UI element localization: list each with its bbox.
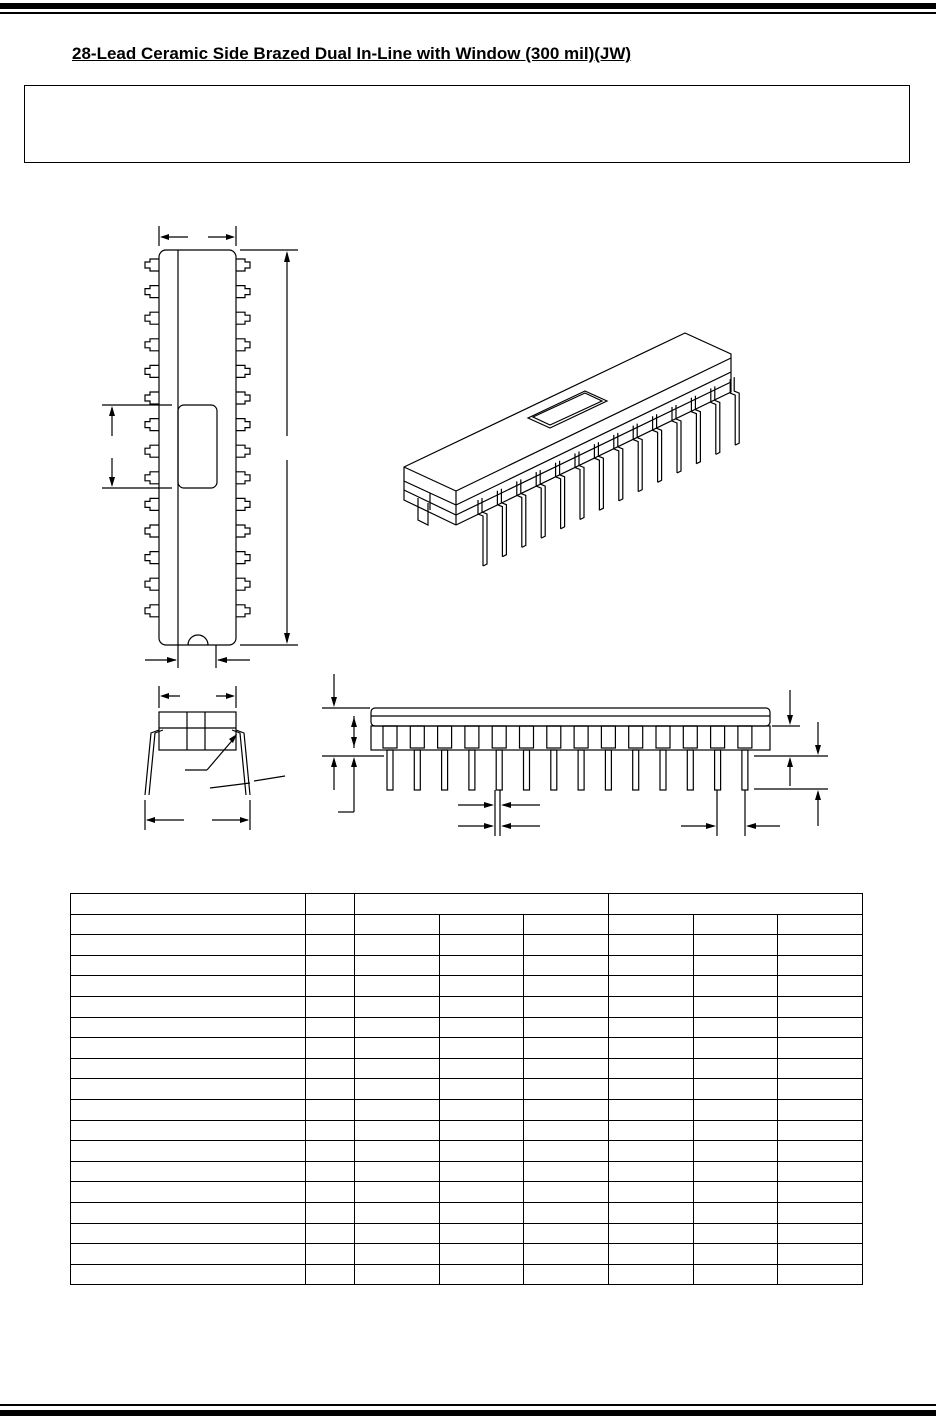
dimension-cell [609, 1120, 694, 1141]
dimension-cell [778, 1223, 863, 1244]
dimension-cell [71, 1058, 306, 1079]
dimension-cell [355, 1017, 440, 1038]
dimension-cell [440, 1099, 524, 1120]
package-drawing [0, 180, 936, 860]
side-lead-shoulder [438, 726, 452, 748]
dimension-cell [694, 1161, 778, 1182]
side-view-leads [383, 726, 752, 790]
dimension-cell [440, 1120, 524, 1141]
side-lead [687, 750, 693, 790]
lead-pad-right [236, 286, 250, 298]
side-lead [442, 750, 448, 790]
lead-pad-right [236, 525, 250, 537]
dimension-cell [609, 1223, 694, 1244]
side-lead-shoulder [465, 726, 479, 748]
dimension-cell [694, 1120, 778, 1141]
dimension-row [71, 1017, 863, 1038]
dimension-cell [71, 1161, 306, 1182]
dimension-cell [778, 935, 863, 956]
dimension-cell [355, 1141, 440, 1162]
lead-pad-right [236, 472, 250, 484]
bottom-rule-thin [0, 1404, 936, 1406]
dimension-cell [524, 935, 609, 956]
lead-pad-right [236, 605, 250, 617]
dimension-row [71, 976, 863, 997]
dimension-row [71, 1099, 863, 1120]
dimension-cell [71, 1223, 306, 1244]
side-lead [551, 750, 557, 790]
dimension-cell [694, 1264, 778, 1285]
dimension-cell [694, 955, 778, 976]
dimension-cell [694, 1079, 778, 1100]
dimension-cell [71, 955, 306, 976]
dimension-cell [355, 1244, 440, 1265]
lead-pad-left [145, 339, 159, 351]
dimension-row [71, 1202, 863, 1223]
dimension-cell [524, 1058, 609, 1079]
dimension-cell [355, 1223, 440, 1244]
dimension-cell [524, 1244, 609, 1265]
lead-pad-left [145, 259, 159, 271]
side-lead [414, 750, 420, 790]
dimensions-table [70, 893, 863, 1285]
lead-pad-right [236, 365, 250, 377]
dimension-cell [355, 1120, 440, 1141]
dimension-cell [71, 1017, 306, 1038]
dimension-cell [694, 1182, 778, 1203]
dimension-cell [355, 1058, 440, 1079]
dimension-cell [609, 1182, 694, 1203]
lead-pad-left [145, 445, 159, 457]
dimension-row [71, 1223, 863, 1244]
dimension-cell [609, 955, 694, 976]
dimension-cell [609, 1202, 694, 1223]
dimension-cell [609, 1141, 694, 1162]
side-lead [524, 750, 530, 790]
end-view [145, 686, 285, 830]
bottom-rule-thick [0, 1410, 936, 1416]
dimension-row [71, 1058, 863, 1079]
dimension-cell [440, 1161, 524, 1182]
dimension-cell [524, 914, 609, 935]
lead-pad-left [145, 525, 159, 537]
side-lead [496, 750, 502, 790]
dimension-cell [524, 1161, 609, 1182]
dimension-row [71, 1141, 863, 1162]
dimension-cell [609, 1017, 694, 1038]
dimension-cell [355, 1099, 440, 1120]
dimension-cell [306, 996, 355, 1017]
dimension-row [71, 1161, 863, 1182]
dimension-cell [694, 1058, 778, 1079]
dimension-cell [778, 955, 863, 976]
side-lead-shoulder [656, 726, 670, 748]
dimension-cell [306, 1244, 355, 1265]
lead-pad-left [145, 286, 159, 298]
dimension-cell [71, 1099, 306, 1120]
header-cell [355, 894, 609, 915]
dimension-cell [778, 1099, 863, 1120]
side-lead [715, 750, 721, 790]
dimension-cell [524, 976, 609, 997]
dimension-cell [609, 935, 694, 956]
end-view-body [159, 712, 236, 750]
dimension-cell [440, 1141, 524, 1162]
dimension-cell [71, 935, 306, 956]
dimension-row [71, 935, 863, 956]
dimension-cell [694, 1223, 778, 1244]
header-cell [306, 894, 355, 915]
header-cell [71, 894, 306, 915]
dimension-cell [524, 955, 609, 976]
dimension-cell [306, 1264, 355, 1285]
dimension-cell [694, 1017, 778, 1038]
dimension-cell [440, 935, 524, 956]
dimension-cell [694, 996, 778, 1017]
lead-pad-right [236, 259, 250, 271]
dimension-cell [71, 1079, 306, 1100]
dimension-cell [71, 996, 306, 1017]
side-lead-shoulder [683, 726, 697, 748]
side-lead-shoulder [629, 726, 643, 748]
dimension-cell [440, 1079, 524, 1100]
dimension-cell [440, 976, 524, 997]
lead-pad-left [145, 498, 159, 510]
side-lead-shoulder [383, 726, 397, 748]
package-body-outline [159, 250, 236, 645]
dimension-cell [524, 1223, 609, 1244]
dimension-cell [71, 1244, 306, 1265]
top-view [102, 226, 298, 668]
dimension-cell [609, 1099, 694, 1120]
side-lead [660, 750, 666, 790]
dimension-cell [694, 1141, 778, 1162]
dimension-cell [440, 996, 524, 1017]
dimension-cell [694, 976, 778, 997]
dimension-cell [306, 1058, 355, 1079]
dimension-cell [306, 1182, 355, 1203]
dimension-cell [71, 1120, 306, 1141]
dimension-cell [306, 1141, 355, 1162]
dimension-cell [609, 1038, 694, 1059]
lead-pad-right [236, 445, 250, 457]
dimension-cell [71, 914, 306, 935]
side-lead-shoulder [410, 726, 424, 748]
dimension-row [71, 1182, 863, 1203]
dimension-cell [524, 1141, 609, 1162]
dimension-cell [355, 996, 440, 1017]
dimension-cell [440, 1058, 524, 1079]
dimension-cell [609, 1161, 694, 1182]
lead-pads [145, 259, 250, 617]
dimension-cell [694, 1202, 778, 1223]
dimension-cell [778, 1182, 863, 1203]
dimension-cell [609, 1264, 694, 1285]
dimension-cell [778, 1038, 863, 1059]
dimension-cell [71, 1182, 306, 1203]
dimension-cell [609, 1244, 694, 1265]
dimension-cell [306, 1161, 355, 1182]
perspective-view [404, 333, 739, 566]
dimension-cell [778, 1161, 863, 1182]
dimension-row [71, 1244, 863, 1265]
dimension-cell [306, 1099, 355, 1120]
side-view [322, 674, 828, 836]
dimension-row [71, 955, 863, 976]
dimension-cell [71, 976, 306, 997]
dimension-cell [440, 1264, 524, 1285]
dimension-cell [524, 1182, 609, 1203]
dimension-cell [524, 1202, 609, 1223]
dimension-row [71, 894, 863, 915]
dimension-cell [71, 1264, 306, 1285]
lead-pad-right [236, 578, 250, 590]
lead-pad-left [145, 605, 159, 617]
window-outline [178, 405, 217, 488]
page-title: 28-Lead Ceramic Side Brazed Dual In-Line with Window (300 mil)(JW) [72, 44, 632, 63]
side-lead [578, 750, 584, 790]
side-lead-shoulder [601, 726, 615, 748]
dimension-cell [355, 1202, 440, 1223]
dimension-cell [355, 955, 440, 976]
dimension-cell [355, 1161, 440, 1182]
perspective-leads [478, 377, 739, 566]
dimension-cell [778, 1202, 863, 1223]
dimension-row [71, 996, 863, 1017]
dimension-cell [71, 1202, 306, 1223]
dimension-cell [440, 1202, 524, 1223]
dimension-cell [694, 1244, 778, 1265]
side-lead-shoulder [711, 726, 725, 748]
dimension-cell [355, 1038, 440, 1059]
dimension-cell [524, 1264, 609, 1285]
lead-pad-left [145, 312, 159, 324]
lead-pad-right [236, 392, 250, 404]
dimension-cell [71, 1038, 306, 1059]
dimension-cell [609, 1079, 694, 1100]
dimension-cell [609, 1058, 694, 1079]
dimension-cell [524, 1017, 609, 1038]
side-lead-shoulder [492, 726, 506, 748]
lead-pad-left [145, 552, 159, 564]
dimension-cell [306, 955, 355, 976]
lead-pad-left [145, 392, 159, 404]
dimension-cell [778, 1079, 863, 1100]
side-lead [633, 750, 639, 790]
dimension-cell [778, 976, 863, 997]
dimension-cell [306, 1202, 355, 1223]
dimension-cell [524, 996, 609, 1017]
dimension-cell [778, 1264, 863, 1285]
dimension-cell [440, 1244, 524, 1265]
lead-pad-right [236, 498, 250, 510]
dimension-row [71, 1120, 863, 1141]
side-lead-shoulder [738, 726, 752, 748]
lead-pad-left [145, 365, 159, 377]
perspective-window [528, 391, 607, 428]
dimension-cell [355, 914, 440, 935]
dimension-cell [355, 1182, 440, 1203]
dimension-cell [306, 1038, 355, 1059]
dimension-cell [778, 1141, 863, 1162]
lead-pad-right [236, 339, 250, 351]
side-lead [742, 750, 748, 790]
top-rule-thin [0, 12, 936, 14]
dimension-cell [306, 976, 355, 997]
dimension-cell [524, 1079, 609, 1100]
side-lead-shoulder [574, 726, 588, 748]
dimension-row [71, 1079, 863, 1100]
dimension-row [71, 1038, 863, 1059]
dimension-cell [694, 935, 778, 956]
lead-pad-left [145, 419, 159, 431]
dimension-cell [524, 1099, 609, 1120]
lead-pad-right [236, 419, 250, 431]
dimension-cell [306, 935, 355, 956]
side-lead [605, 750, 611, 790]
dimension-cell [440, 1017, 524, 1038]
dimension-cell [440, 1182, 524, 1203]
dimension-cell [609, 996, 694, 1017]
dimension-cell [306, 1017, 355, 1038]
dimension-cell [355, 935, 440, 956]
dimension-cell [694, 914, 778, 935]
dimension-cell [778, 1244, 863, 1265]
dimension-row [71, 1264, 863, 1285]
pin1-notch [188, 635, 208, 645]
dimension-cell [778, 1017, 863, 1038]
dimension-cell [355, 1079, 440, 1100]
dimension-cell [306, 1223, 355, 1244]
dimension-cell [778, 1058, 863, 1079]
dimension-cell [524, 1120, 609, 1141]
dimension-cell [306, 914, 355, 935]
dimension-cell [609, 976, 694, 997]
dimension-cell [355, 976, 440, 997]
dimension-cell [71, 1141, 306, 1162]
dimension-cell [778, 996, 863, 1017]
dimension-cell [524, 1038, 609, 1059]
dimension-cell [440, 1223, 524, 1244]
lead-pad-right [236, 312, 250, 324]
side-lead [387, 750, 393, 790]
dimension-cell [694, 1099, 778, 1120]
dimension-cell [306, 1079, 355, 1100]
side-view-cap [371, 708, 770, 726]
side-lead-shoulder [547, 726, 561, 748]
dimension-cell [440, 914, 524, 935]
dimension-cell [778, 1120, 863, 1141]
dimension-row [71, 914, 863, 935]
dimension-cell [440, 1038, 524, 1059]
lead-pad-left [145, 472, 159, 484]
header-cell [609, 894, 863, 915]
side-lead-shoulder [520, 726, 534, 748]
side-lead [469, 750, 475, 790]
dimension-cell [609, 914, 694, 935]
dimension-cell [306, 1120, 355, 1141]
dimension-cell [440, 955, 524, 976]
dimension-cell [778, 914, 863, 935]
dimension-cell [355, 1264, 440, 1285]
dimension-cell [694, 1038, 778, 1059]
lead-pad-left [145, 578, 159, 590]
note-box [24, 85, 910, 163]
lead-pad-right [236, 552, 250, 564]
top-rule-thick [0, 3, 936, 9]
